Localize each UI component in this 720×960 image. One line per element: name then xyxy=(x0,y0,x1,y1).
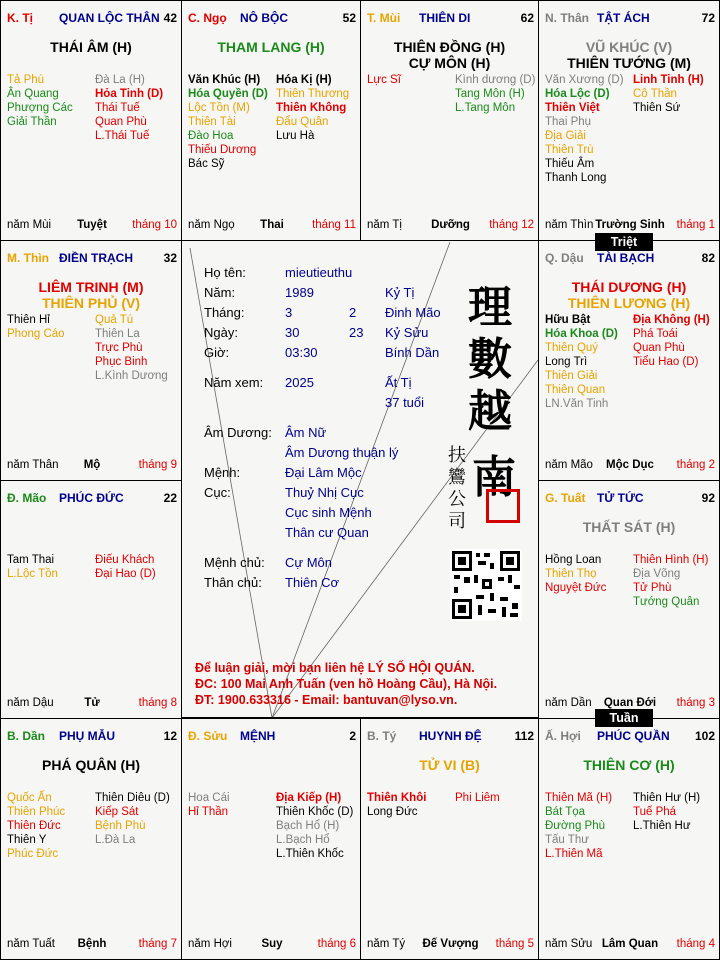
palace-age: 112 xyxy=(514,729,534,743)
palace-name: PHÚC ĐỨC xyxy=(59,491,124,505)
palace-age: 62 xyxy=(520,11,534,25)
palace-age: 82 xyxy=(701,251,715,265)
minor-star: Thiên Phúc xyxy=(7,806,66,818)
value-day-can: Kỷ Sửu xyxy=(385,325,429,340)
palace-footer xyxy=(7,937,177,951)
minor-star: Tướng Quân xyxy=(633,596,700,608)
minor-star: Hóa Kị (H) xyxy=(276,74,332,86)
minor-star: Nguyệt Đức xyxy=(545,582,607,594)
palace-branch-code: B. Tý xyxy=(367,729,397,743)
label-view-year: Năm xem: xyxy=(204,375,264,390)
footer-year: năm Dần xyxy=(545,697,592,709)
minor-star: Quả Tú xyxy=(95,314,134,326)
footer-month: tháng 12 xyxy=(489,219,534,231)
right-star-column xyxy=(95,313,168,383)
left-star-column xyxy=(188,73,268,171)
minor-star: Phá Toái xyxy=(633,328,678,340)
palace-name: THIÊN DI xyxy=(419,11,471,25)
palace-name: NÔ BỘC xyxy=(240,11,288,25)
palace-header xyxy=(7,251,177,267)
palace-footer xyxy=(367,218,534,232)
logo-small-4: 司 xyxy=(448,511,466,532)
triet-badge: Triệt xyxy=(595,233,653,251)
value-month-lunar: 2 xyxy=(349,305,357,320)
minor-star: Đà La (H) xyxy=(95,74,145,86)
palace-header xyxy=(545,251,715,267)
value-than-chu: Thiên Cơ xyxy=(285,575,340,590)
palace-footer xyxy=(188,218,356,232)
value-hour-can: Bính Dần xyxy=(385,345,440,360)
left-star-column xyxy=(7,553,58,581)
palace-header xyxy=(545,11,715,27)
right-star-column xyxy=(95,73,163,143)
footer-stage: Trường Sinh xyxy=(595,219,665,231)
palace-header xyxy=(188,11,356,27)
minor-star: Hóa Khoa (D) xyxy=(545,328,618,340)
minor-star: Hỏa Tinh (D) xyxy=(95,88,164,100)
palace-name: TÀI BẠCH xyxy=(597,251,655,265)
minor-star: Thiên Trù xyxy=(545,144,594,156)
main-star: VŨ KHÚC (V) xyxy=(585,39,673,55)
logo-small-1: 扶 xyxy=(448,445,466,466)
value-am-duong-1: Âm Nữ xyxy=(285,425,327,440)
minor-star: Địa Giải xyxy=(545,130,586,142)
palace-age: 22 xyxy=(163,491,177,505)
minor-star: Thiên Y xyxy=(7,834,47,846)
minor-star: Thiên Diêu (D) xyxy=(95,792,170,804)
value-cuc-1: Thuỷ Nhị Cục xyxy=(285,485,364,500)
logo-char-4: 南 xyxy=(472,452,516,503)
footer-year: năm Tuất xyxy=(7,938,55,950)
footer-year: năm Ngọ xyxy=(188,219,235,231)
minor-star: Phi Liêm xyxy=(455,792,500,804)
main-stars xyxy=(1,757,181,773)
footer-stage: Tử xyxy=(84,697,100,709)
left-star-column xyxy=(188,791,230,819)
main-star: THAM LANG (H) xyxy=(217,39,325,55)
main-stars xyxy=(539,279,719,311)
palace-age: 2 xyxy=(349,729,356,743)
minor-star: L.Tang Môn xyxy=(455,102,516,114)
right-star-column xyxy=(95,553,156,581)
footer-year: năm Thân xyxy=(7,459,59,471)
label-hour: Giờ: xyxy=(204,345,230,360)
footer-month: tháng 1 xyxy=(676,219,715,231)
label-month: Tháng: xyxy=(204,305,245,320)
footer-year: năm Thìn xyxy=(545,219,594,231)
logo-char-1: 理 xyxy=(468,282,512,333)
main-star: THÁI DƯƠNG (H) xyxy=(571,279,687,295)
palace-branch-code: C. Ngọ xyxy=(188,11,227,25)
value-am-duong-2: Âm Dương thuận lý xyxy=(285,445,399,460)
minor-star: Thiên La xyxy=(95,328,140,340)
contact-line-3: ĐT: 1900.633316 - Email: bantuvan@lyso.vn. xyxy=(195,693,458,707)
minor-star: Tam Thai xyxy=(7,554,55,566)
palace-footer xyxy=(545,458,715,472)
minor-star: L.Lộc Tồn xyxy=(7,568,58,580)
palace-branch-code: Ấ. Hợi xyxy=(545,729,581,743)
main-star: PHÁ QUÂN (H) xyxy=(42,757,140,773)
minor-star: Hỉ Thần xyxy=(188,806,229,818)
footer-month: tháng 5 xyxy=(495,938,534,950)
minor-star: Hóa Lộc (D) xyxy=(545,88,610,100)
minor-star: Đại Hao (D) xyxy=(95,568,156,580)
main-stars xyxy=(1,279,181,311)
footer-year: năm Mùi xyxy=(7,219,52,231)
palace-branch-code: T. Mùi xyxy=(367,11,401,25)
palace-dien-trach[interactable] xyxy=(0,240,182,481)
footer-stage: Mộ xyxy=(83,459,101,471)
main-star: THIÊN LƯƠNG (H) xyxy=(567,295,691,311)
left-star-column xyxy=(545,553,606,595)
palace-branch-code: G. Tuất xyxy=(545,491,586,505)
minor-star: Thiên Hỉ xyxy=(7,314,50,326)
palace-quan-loc[interactable] xyxy=(0,0,182,241)
minor-star: Đào Hoa xyxy=(188,130,234,142)
value-menh: Đại Lâm Mộc xyxy=(285,465,362,480)
palace-age: 92 xyxy=(701,491,715,505)
main-stars xyxy=(1,39,181,55)
minor-star: Tang Môn (H) xyxy=(455,88,525,100)
palace-name: PHỤ MẪU xyxy=(59,729,115,743)
minor-star: Văn Khúc (H) xyxy=(188,74,261,86)
value-name: mieutieuthu xyxy=(285,265,353,280)
left-star-column xyxy=(7,313,65,341)
palace-phuc-duc[interactable] xyxy=(0,480,182,719)
minor-star: Cô Thần xyxy=(633,88,677,100)
minor-star: Thiếu Âm xyxy=(545,158,595,170)
footer-stage: Lâm Quan xyxy=(601,938,659,950)
value-view-can: Ất Tị xyxy=(385,375,412,390)
palace-thien-di[interactable] xyxy=(360,0,539,241)
palace-age: 32 xyxy=(163,251,177,265)
minor-star: Tấu Thư xyxy=(545,834,589,846)
label-year: Năm: xyxy=(204,285,236,300)
palace-name: MỆNH xyxy=(240,729,276,743)
palace-age: 42 xyxy=(163,11,177,25)
right-star-column xyxy=(633,791,700,833)
minor-star: Thiếu Dương xyxy=(188,144,257,156)
minor-star: Trực Phù xyxy=(95,342,143,354)
footer-year: năm Dậu xyxy=(7,697,54,709)
minor-star: Bát Tọa xyxy=(545,806,586,818)
palace-phu-mau[interactable] xyxy=(0,718,182,960)
palace-branch-code: M. Thìn xyxy=(7,251,49,265)
label-cuc: Cục: xyxy=(204,485,231,500)
minor-star: Phượng Các xyxy=(7,102,73,114)
contact-line-2: ĐC: 100 Mai Anh Tuấn (ven hồ Hoàng Cầu), Hà Nội. xyxy=(195,677,498,691)
palace-age: 12 xyxy=(163,729,177,743)
minor-star: Thiên Tài xyxy=(188,116,236,128)
logo-char-2: 數 xyxy=(468,334,512,385)
minor-star: Bạch Hổ (H) xyxy=(276,820,340,832)
center-info-panel xyxy=(181,240,539,718)
main-star: THIÊN TƯỚNG (M) xyxy=(567,55,691,71)
footer-month: tháng 7 xyxy=(138,938,177,950)
minor-star: Địa Kiếp (H) xyxy=(276,792,342,804)
palace-name: TẬT ÁCH xyxy=(597,11,650,25)
footer-year: năm Tý xyxy=(367,938,406,950)
value-cuc-2: Cục sinh Mệnh xyxy=(285,505,372,520)
value-age: 37 tuổi xyxy=(385,395,425,410)
main-star: THÁI ÂM (H) xyxy=(50,39,132,55)
footer-stage: Quan Đới xyxy=(603,697,657,709)
palace-branch-code: Đ. Mão xyxy=(7,491,47,505)
minor-star: Kiếp Sát xyxy=(95,806,139,818)
minor-star: L.Thiên Khốc xyxy=(276,848,344,860)
palace-header xyxy=(367,729,534,745)
minor-star: Quan Phù xyxy=(95,116,147,128)
minor-star: Thiên Khốc (D) xyxy=(276,806,354,818)
palace-footer xyxy=(7,458,177,472)
contact-line-1: Để luận giải, mời bạn liên hệ LÝ SỐ HỘI QUÁN. xyxy=(195,661,475,675)
palace-no-boc[interactable] xyxy=(181,0,361,241)
palace-header xyxy=(545,491,715,507)
palace-phuc-quan[interactable] xyxy=(538,718,720,960)
tuan-badge: Tuần xyxy=(595,709,653,727)
palace-name: ĐIỀN TRẠCH xyxy=(59,251,133,265)
logo-small-3: 公 xyxy=(448,489,466,510)
palace-footer xyxy=(545,937,715,951)
minor-star: Thiên Sứ xyxy=(633,102,681,114)
main-stars xyxy=(539,757,719,773)
palace-branch-code: K. Tị xyxy=(7,11,33,25)
right-star-column xyxy=(455,73,535,115)
footer-year: năm Hợi xyxy=(188,938,232,950)
main-stars xyxy=(182,39,360,55)
main-star: CỰ MÔN (H) xyxy=(408,55,491,71)
footer-stage: Tuyệt xyxy=(77,219,107,231)
footer-month: tháng 11 xyxy=(312,219,356,231)
minor-star: Điếu Khách xyxy=(95,554,155,566)
palace-header xyxy=(545,729,715,745)
footer-month: tháng 3 xyxy=(676,697,715,709)
main-star: THIÊN CƠ (H) xyxy=(583,757,675,773)
minor-star: Phục Binh xyxy=(95,356,148,368)
left-star-column xyxy=(7,791,65,861)
minor-star: Lộc Tồn (M) xyxy=(188,102,250,114)
palace-branch-code: Q. Dậu xyxy=(545,251,584,265)
minor-star: Thiên Thọ xyxy=(545,568,597,580)
minor-star: L.Thiên Hư xyxy=(633,820,691,832)
minor-star: Phong Cáo xyxy=(7,328,65,340)
value-menh-chu: Cự Môn xyxy=(285,555,332,570)
label-menh: Mệnh: xyxy=(204,465,241,480)
footer-month: tháng 9 xyxy=(138,459,177,471)
footer-stage: Thai xyxy=(260,219,284,231)
main-star: TỬ VI (B) xyxy=(419,757,480,773)
minor-star: Thiên Việt xyxy=(545,102,600,114)
palace-branch-code: N. Thân xyxy=(545,11,589,25)
palace-header xyxy=(188,729,356,745)
main-star: THIÊN ĐỒNG (H) xyxy=(393,39,506,55)
palace-footer xyxy=(545,218,715,232)
minor-star: Tiểu Hao (D) xyxy=(633,356,699,368)
minor-star: Thiên Quý xyxy=(545,342,599,354)
minor-star: Thanh Long xyxy=(545,172,607,184)
minor-star: Thiên Mã (H) xyxy=(545,792,613,804)
minor-star: Lưu Hà xyxy=(276,130,315,142)
minor-star: Thiên Quan xyxy=(545,384,606,396)
minor-star: Hoa Cái xyxy=(188,792,230,804)
minor-star: Thiên Đức xyxy=(7,820,61,832)
left-star-column xyxy=(7,73,73,129)
minor-star: L.Thiên Mã xyxy=(545,848,603,860)
palace-branch-code: Đ. Sửu xyxy=(188,729,228,743)
logo-char-3: 越 xyxy=(468,386,512,437)
minor-star: Thiên Hư (H) xyxy=(633,792,701,804)
minor-star: Phúc Đức xyxy=(7,848,59,860)
footer-month: tháng 6 xyxy=(317,938,356,950)
minor-star: L.Thái Tuế xyxy=(95,130,150,142)
footer-stage: Suy xyxy=(261,938,283,950)
right-star-column xyxy=(276,791,353,861)
minor-star: Quan Phù xyxy=(633,342,685,354)
main-star: THẤT SÁT (H) xyxy=(582,519,676,535)
palace-footer xyxy=(188,937,356,951)
value-day-lunar: 23 xyxy=(349,325,364,340)
value-year: 1989 xyxy=(285,285,314,300)
minor-star: Tử Phù xyxy=(633,582,672,594)
minor-star: Thiên Không xyxy=(276,102,347,114)
value-year-can: Kỷ Tị xyxy=(385,285,415,300)
value-month: 3 xyxy=(285,305,293,320)
minor-star: Giải Thần xyxy=(7,116,57,128)
minor-star: Thiên Hình (H) xyxy=(633,554,709,566)
right-star-column xyxy=(276,73,349,143)
palace-footer xyxy=(7,696,177,710)
minor-star: Hữu Bật xyxy=(545,314,591,326)
palace-footer xyxy=(7,218,177,232)
main-star: LIÊM TRINH (M) xyxy=(38,279,144,295)
footer-stage: Bệnh xyxy=(77,938,107,950)
palace-header xyxy=(7,491,177,507)
minor-star: Long Đức xyxy=(367,806,418,818)
minor-star: Bệnh Phù xyxy=(95,820,146,832)
minor-star: LN.Văn Tinh xyxy=(545,398,609,410)
right-star-column xyxy=(95,791,170,847)
minor-star: L.Kình Dương xyxy=(95,370,168,382)
left-star-column xyxy=(545,791,612,861)
minor-star: Ân Quang xyxy=(7,88,59,100)
minor-star: Thiên Thương xyxy=(276,88,350,100)
footer-stage: Mộc Dục xyxy=(606,459,654,471)
minor-star: Tuế Phá xyxy=(633,806,677,818)
value-hour: 03:30 xyxy=(285,345,318,360)
footer-month: tháng 8 xyxy=(138,697,177,709)
qr-code-icon[interactable] xyxy=(450,549,522,621)
label-name: Họ tên: xyxy=(204,265,246,280)
minor-star: Hóa Quyền (D) xyxy=(188,88,268,100)
right-star-column xyxy=(633,553,708,609)
minor-star: Thai Phụ xyxy=(545,116,592,128)
label-than-chu: Thân chủ: xyxy=(204,575,262,590)
palace-header xyxy=(367,11,534,27)
minor-star: Thiên Khôi xyxy=(367,792,427,804)
footer-month: tháng 4 xyxy=(676,938,715,950)
minor-star: Địa Không (H) xyxy=(633,314,710,326)
left-star-column xyxy=(545,73,624,185)
minor-star: Đẩu Quân xyxy=(276,116,329,128)
main-star: THIÊN PHỦ (V) xyxy=(42,295,140,311)
minor-star: L.Bạch Hổ xyxy=(276,834,330,846)
palace-footer xyxy=(545,696,715,710)
minor-star: Long Trì xyxy=(545,356,588,368)
palace-header xyxy=(7,729,177,745)
minor-star: Hồng Loan xyxy=(545,554,602,566)
palace-name: QUAN LỘC THÂN xyxy=(59,11,160,25)
palace-tu-tuc[interactable] xyxy=(538,480,720,719)
footer-year: năm Tị xyxy=(367,219,402,231)
footer-month: tháng 10 xyxy=(132,219,177,231)
palace-age: 52 xyxy=(342,11,356,25)
minor-star: Lực Sĩ xyxy=(367,74,401,86)
footer-stage: Đế Vượng xyxy=(422,938,479,950)
palace-name: PHÚC QUẦN xyxy=(597,729,670,743)
minor-star: Kình dương (D) xyxy=(455,74,536,86)
value-cuc-3: Thân cư Quan xyxy=(285,525,369,540)
minor-star: Thái Tuế xyxy=(95,102,140,114)
red-seal-icon xyxy=(486,489,520,523)
value-view-year: 2025 xyxy=(285,375,314,390)
left-star-column xyxy=(545,313,618,411)
footer-year: năm Sửu xyxy=(545,938,593,950)
palace-menh[interactable] xyxy=(181,718,361,960)
value-day: 30 xyxy=(285,325,300,340)
palace-age: 102 xyxy=(694,729,715,743)
minor-star: Linh Tinh (H) xyxy=(633,74,704,86)
main-stars xyxy=(539,39,719,71)
palace-tai-bach[interactable] xyxy=(538,240,720,481)
right-star-column xyxy=(633,73,704,115)
minor-star: Quốc Ấn xyxy=(7,792,52,804)
palace-branch-code: B. Dần xyxy=(7,729,46,743)
label-menh-chu: Mệnh chủ: xyxy=(204,555,265,570)
value-month-can: Đinh Mão xyxy=(385,305,441,320)
palace-name: TỬ TỨC xyxy=(597,491,644,505)
minor-star: Địa Võng xyxy=(633,568,681,580)
right-star-column xyxy=(633,313,710,369)
footer-year: năm Mão xyxy=(545,459,593,471)
palace-footer xyxy=(367,937,534,951)
label-day: Ngày: xyxy=(204,325,238,340)
left-star-column xyxy=(367,791,426,819)
footer-month: tháng 2 xyxy=(676,459,715,471)
palace-age: 72 xyxy=(701,11,715,25)
footer-stage: Dưỡng xyxy=(431,219,470,231)
minor-star: Văn Xương (D) xyxy=(545,74,624,86)
main-stars xyxy=(361,39,538,71)
left-star-column xyxy=(367,73,401,87)
minor-star: Tả Phù xyxy=(7,74,45,86)
main-stars xyxy=(539,519,719,535)
palace-header xyxy=(7,11,177,27)
minor-star: L.Đà La xyxy=(95,834,136,846)
minor-star: Bác Sỹ xyxy=(188,158,225,170)
palace-name: HUYNH ĐỆ xyxy=(419,729,482,743)
label-am-duong: Âm Dương: xyxy=(204,425,272,440)
palace-tat-ach[interactable] xyxy=(538,0,720,241)
minor-star: Đường Phù xyxy=(545,820,605,832)
palace-huynh-de[interactable] xyxy=(360,718,539,960)
right-star-column xyxy=(455,791,500,805)
minor-star: Thiên Giải xyxy=(545,370,598,382)
logo-small-2: 鸞 xyxy=(448,467,466,488)
main-stars xyxy=(361,757,538,773)
